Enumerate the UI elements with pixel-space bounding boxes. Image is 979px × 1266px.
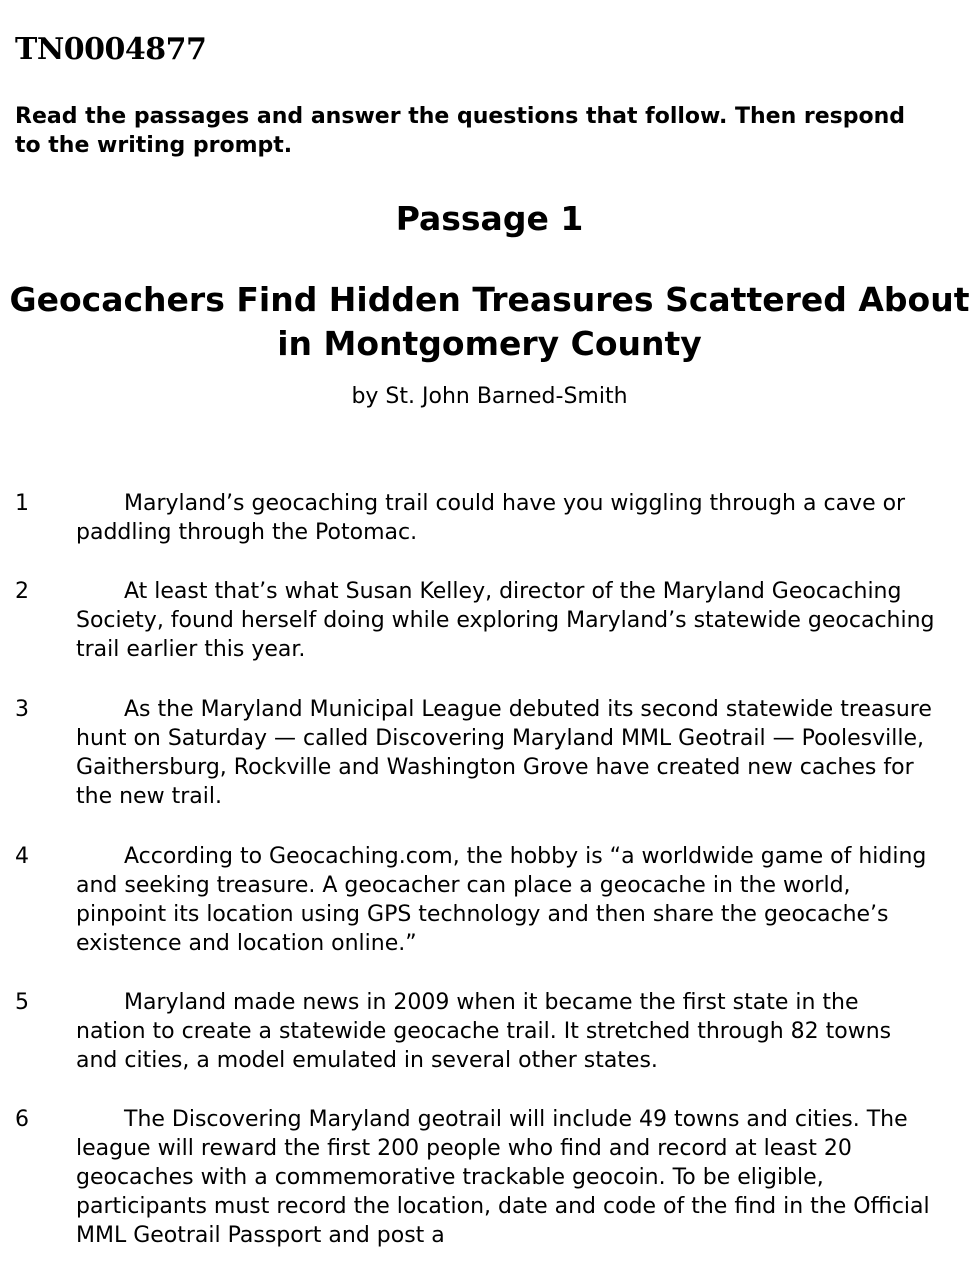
paragraph-1	[15, 489, 935, 547]
paragraph-number: 6	[15, 1107, 29, 1132]
paragraph-text: Maryland made news in 2009 when it became the first state in the nation to create a statewide geocache trail. It stretched through 82 towns and cities, a model emulated in several other states.	[76, 990, 892, 1073]
instructions: Read the passages and answer the questions that follow. Then respond to the writing prompt.	[15, 104, 906, 158]
paragraph-4	[15, 842, 935, 958]
paragraph-2	[15, 577, 935, 664]
paragraph-text: According to Geocaching.com, the hobby is “a worldwide game of hiding and seeking treasure. A geocacher can place a geocache in the world, pinpoint its location using GPS technology and then share the geocache’s existence and location online.”	[76, 844, 927, 956]
paragraph-text: Maryland’s geocaching trail could have you wiggling through a cave or paddling through the Potomac.	[76, 491, 906, 545]
paragraph-3	[15, 695, 935, 811]
document-id: TN0004877	[15, 32, 207, 67]
paragraph-number: 5	[15, 990, 29, 1015]
paragraph-text: As the Maryland Municipal League debuted its second statewide treasure hunt on Saturday — called Discovering Maryland MML Geotrail — Poolesville, Gaithersburg, Rockville and Washington Grove have created new caches for the new trail.	[76, 697, 932, 809]
passage-label: Passage 1	[395, 199, 584, 238]
paragraph-number: 1	[15, 491, 29, 516]
paragraph-number: 4	[15, 844, 29, 869]
paragraph-5	[15, 988, 935, 1075]
paragraph-number: 3	[15, 697, 29, 722]
paragraph-text: The Discovering Maryland geotrail will include 49 towns and cities. The league will reward the first 200 people who find and record at least 20 geocaches with a commemorative trackable geocoin. To be eligible, participants must record the location, date and code of the find in the Official MML Geotrail Passport and post a	[76, 1107, 930, 1248]
paragraph-number: 2	[15, 579, 29, 604]
article-title: Geocachers Find Hidden Treasures Scattered About in Montgomery County	[9, 280, 970, 363]
paragraph-text: At least that’s what Susan Kelley, director of the Maryland Geocaching Society, found herself doing while exploring Maryland’s statewide geocaching trail earlier this year.	[76, 579, 935, 662]
byline: by St. John Barned-Smith	[351, 384, 628, 409]
paragraph-6	[15, 1105, 935, 1250]
